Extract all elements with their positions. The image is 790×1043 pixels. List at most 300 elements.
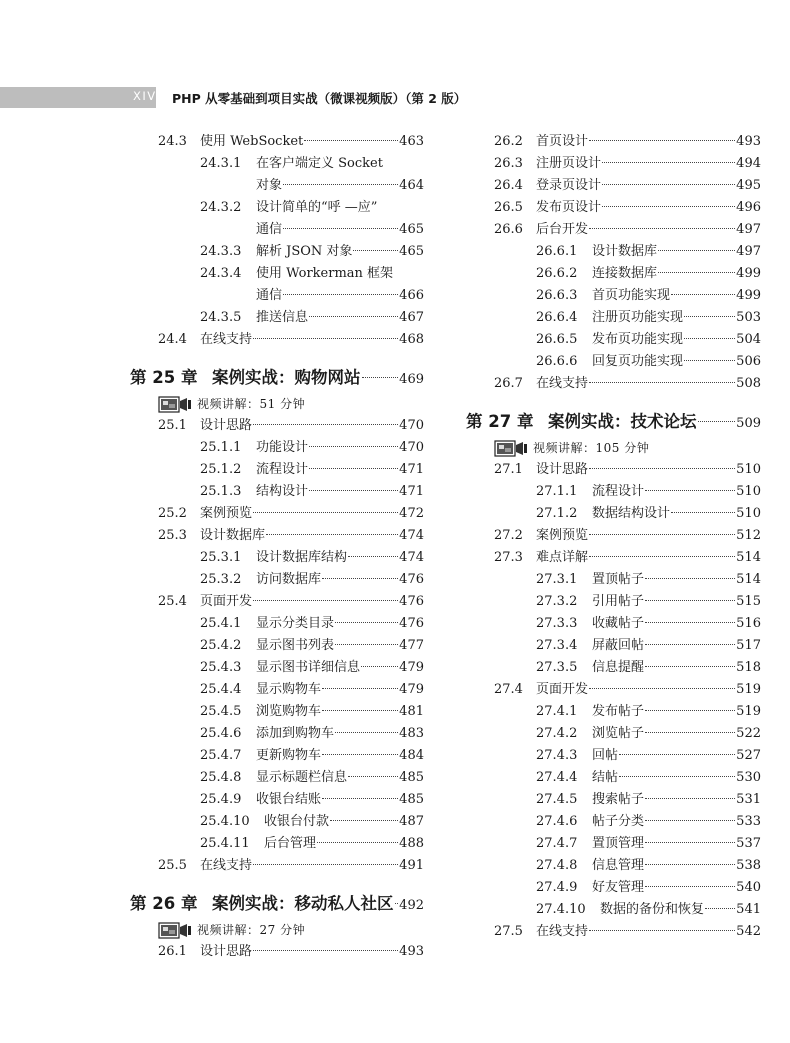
dot-leader [589,228,735,229]
page-number-ref: 527 [736,748,761,763]
toc-entry [466,131,761,153]
entry-title-line [592,877,761,899]
toc-entry [130,197,424,219]
entry-title-line [256,547,424,569]
entry-title-line [256,701,424,723]
section-number: 26.6.5 [536,332,578,347]
section-number: 27.1 [494,462,523,477]
page-number-ref: 479 [399,660,424,675]
entry-title-line [256,481,424,503]
section-title: 信息提醒 [592,660,645,675]
section-number: 25.1.3 [200,484,242,499]
section-number: 27.2 [494,528,523,543]
page-number-ref: 466 [399,288,424,303]
entry-title-line [256,241,424,263]
page-number-ref: 519 [736,704,761,719]
page-number-ref: 481 [399,704,424,719]
toc-entry [466,503,761,525]
chapter-number: 第 25 章 [130,368,198,387]
toc-entry [466,153,761,175]
section-number: 27.3.5 [536,660,578,675]
dot-leader [317,842,398,843]
section-title: 登录页设计 [536,178,602,193]
entry-title-line [256,767,424,789]
entry-title-line [200,415,424,437]
toc-entry [130,241,424,263]
page-number-ref: 493 [399,944,424,959]
section-number: 27.4.7 [536,836,578,851]
video-camera-icon [494,440,528,457]
toc-entry-continuation [130,285,424,307]
toc-entry [466,701,761,723]
dot-leader [645,644,735,645]
section-number: 27.3.4 [536,638,578,653]
dot-leader [589,382,735,383]
toc-entry [466,241,761,263]
dot-leader [361,666,398,667]
dot-leader [645,864,735,865]
dot-leader [335,644,398,645]
toc-entry-continuation [130,175,424,197]
section-number: 25.1 [158,418,187,433]
section-number: 27.4 [494,682,523,697]
section-number: 25.3.1 [200,550,242,565]
page-number-ref: 517 [736,638,761,653]
section-title: 对象 [256,178,283,193]
section-title: 屏蔽回帖 [592,638,645,653]
section-number: 24.3.2 [200,200,242,215]
section-title: 显示分类目录 [256,616,335,631]
page-number-ref: 477 [399,638,424,653]
section-title: 案例预览 [200,506,253,521]
toc-entry [130,789,424,811]
section-title: 通信 [256,222,283,237]
video-camera-icon [158,396,192,413]
entry-title-line [592,285,761,307]
entry-title-line [536,525,761,547]
entry-title-line [592,569,761,591]
section-title: 设计思路 [536,462,589,477]
section-title: 流程设计 [592,484,645,499]
dot-leader [684,316,735,317]
page-number-ref: 474 [399,550,424,565]
section-title: 在线支持 [200,332,253,347]
section-number: 27.4.1 [536,704,578,719]
dot-leader [283,294,398,295]
section-title: 后台管理 [264,836,317,851]
entry-title-line [592,811,761,833]
entry-title-line [592,833,761,855]
video-duration: 视频讲解：27 分钟 [197,923,306,937]
toc-entry [466,373,761,395]
dot-leader [589,534,735,535]
section-title: 回帖 [592,748,619,763]
toc-entry [466,263,761,285]
section-number: 27.1.2 [536,506,578,521]
dot-leader [645,710,735,711]
section-title: 置顶帖子 [592,572,645,587]
section-title: 显示图书详细信息 [256,660,361,675]
dot-leader [253,950,398,951]
toc-entry [466,921,761,943]
entry-title-line [256,263,393,285]
section-title: 解析 JSON 对象 [256,244,353,259]
chapter-number: 第 27 章 [466,412,534,431]
section-title: 在线支持 [200,858,253,873]
toc-entry [130,503,424,525]
entry-title-line [200,503,424,525]
section-title: 连接数据库 [592,266,658,281]
dot-leader [283,184,398,185]
toc-entry [466,285,761,307]
section-number: 25.4.10 [200,814,250,829]
toc-entry [466,833,761,855]
page-number-ref: 465 [399,244,424,259]
section-number: 27.3.3 [536,616,578,631]
entry-title-line [200,941,424,963]
entry-title-line [592,613,761,635]
dot-leader [253,338,398,339]
dot-leader [671,512,735,513]
chapter-title: 案例实战：技术论坛 [548,412,697,431]
dot-leader [395,903,399,904]
section-title: 添加到购物车 [256,726,335,741]
toc-entry [130,591,424,613]
dot-leader [645,666,735,667]
entry-title-line [256,745,424,767]
page-number-ref: 514 [736,550,761,565]
entry-title-line [592,503,761,525]
section-number: 25.4.3 [200,660,242,675]
page-number-ref: 495 [736,178,761,193]
section-title: 页面开发 [536,682,589,697]
toc-entry [466,547,761,569]
toc-entry [130,745,424,767]
page-number-ref: 471 [399,462,424,477]
section-number: 27.4.10 [536,902,586,917]
section-title: 收银台结账 [256,792,322,807]
toc-entry [130,437,424,459]
entry-title-line [536,131,761,153]
dot-leader [645,798,735,799]
page-number-ref: 541 [736,902,761,917]
section-title: 在客户端定义 Socket [256,156,383,171]
dot-leader [589,468,735,469]
section-title: 发布页功能实现 [592,332,684,347]
dot-leader [322,710,398,711]
dot-leader [619,754,735,755]
toc-entry [466,481,761,503]
toc-entry [130,679,424,701]
dot-leader [684,338,735,339]
entry-title-line [200,855,424,877]
section-number: 26.6 [494,222,523,237]
section-number: 26.6.3 [536,288,578,303]
dot-leader [266,534,398,535]
section-title: 页面开发 [200,594,253,609]
toc-entry [130,833,424,855]
entry-title-line [592,481,761,503]
dot-leader [362,377,399,378]
chapter-title: 案例实战：移动私人社区 [212,894,394,913]
toc-entry [130,855,424,877]
toc-entry [130,941,424,963]
chapter-heading [130,891,424,917]
section-number: 25.4.9 [200,792,242,807]
page-number-ref: 469 [399,372,424,387]
entry-title-line [600,899,761,921]
section-title: 引用帖子 [592,594,645,609]
chapter-heading [130,365,424,391]
section-number: 27.4.9 [536,880,578,895]
section-title: 推送信息 [256,310,309,325]
dot-leader [283,228,398,229]
dot-leader [309,446,398,447]
section-title: 难点详解 [536,550,589,565]
dot-leader [304,140,398,141]
page-number-ref: 542 [736,924,761,939]
toc-entry [466,855,761,877]
dot-leader [602,184,735,185]
page-number-ref: 496 [736,200,761,215]
page-number-ref: 508 [736,376,761,391]
section-number: 27.3.1 [536,572,578,587]
toc-entry [130,723,424,745]
page-number-ref: 530 [736,770,761,785]
section-title: 设计数据库结构 [256,550,348,565]
dot-leader [705,908,735,909]
dot-leader [309,468,398,469]
toc-entry [466,197,761,219]
page-number-ref: 487 [399,814,424,829]
toc-entry [130,635,424,657]
section-title: 案例预览 [536,528,589,543]
entry-title-line [592,723,761,745]
section-number: 25.4.4 [200,682,242,697]
section-title: 功能设计 [256,440,309,455]
dot-leader [602,206,735,207]
page-number-ref: 470 [399,440,424,455]
page-number-ref: 494 [736,156,761,171]
entry-title-line [592,307,761,329]
page-number-ref: 471 [399,484,424,499]
page-number-ref: 499 [736,288,761,303]
section-number: 26.7 [494,376,523,391]
toc-entry [466,899,761,921]
page-number-ref: 468 [399,332,424,347]
toc-entry [466,745,761,767]
dot-leader [602,162,735,163]
page-number-ref: 504 [736,332,761,347]
video-lecture-note [466,437,761,459]
dot-leader [645,732,735,733]
section-title: 显示标题栏信息 [256,770,348,785]
section-title: 设计数据库 [592,244,658,259]
entry-title-line [536,219,761,241]
section-title: 后台开发 [536,222,589,237]
page-number-ref: 476 [399,616,424,631]
video-camera-icon [158,922,192,939]
toc-entry [130,263,424,285]
section-title: 发布帖子 [592,704,645,719]
entry-title-line [256,175,424,197]
entry-title-line [264,811,424,833]
chapter-title-line [212,365,424,393]
section-title: 收藏帖子 [592,616,645,631]
dot-leader [253,600,398,601]
section-number: 27.5 [494,924,523,939]
page-number-ref: 516 [736,616,761,631]
toc-entry [466,351,761,373]
entry-title-line [256,219,424,241]
toc-entry [130,525,424,547]
entry-title-line [592,263,761,285]
toc-entry [466,459,761,481]
page-number-ref: 514 [736,572,761,587]
section-title: 设计数据库 [200,528,266,543]
page-number-ref: 540 [736,880,761,895]
section-number: 26.1 [158,944,187,959]
page-number-ref: 537 [736,836,761,851]
page-number-ref: 464 [399,178,424,193]
dot-leader [309,316,398,317]
toc-entry [130,415,424,437]
book-title: PHP 从零基础到项目实战（微课视频版）（第 2 版） [172,91,467,106]
section-number: 27.4.6 [536,814,578,829]
page-number-ref: 538 [736,858,761,873]
toc-entry [130,459,424,481]
section-title: 信息管理 [592,858,645,873]
section-title: 浏览购物车 [256,704,322,719]
section-title: 流程设计 [256,462,309,477]
toc-entry [466,307,761,329]
page-number-ref: 512 [736,528,761,543]
section-title: 在线支持 [536,376,589,391]
page-number-ref: 484 [399,748,424,763]
section-title: 设计简单的“呼 —应” [256,200,378,215]
toc-right-column [466,131,761,943]
page-number-ref: 476 [399,572,424,587]
page-number-ref: 479 [399,682,424,697]
entry-title-line [256,437,424,459]
section-title: 数据的备份和恢复 [600,902,705,917]
page-number-ref: 483 [399,726,424,741]
entry-title-line [592,591,761,613]
section-title: 显示图书列表 [256,638,335,653]
dot-leader [698,421,736,422]
section-number: 24.4 [158,332,187,347]
dot-leader [645,886,735,887]
toc-entry [130,307,424,329]
section-number: 27.4.3 [536,748,578,763]
toc-entry [130,767,424,789]
section-title: 结帖 [592,770,619,785]
section-number: 25.5 [158,858,187,873]
chapter-number: 第 26 章 [130,894,198,913]
section-number: 24.3.5 [200,310,242,325]
toc-entry [130,481,424,503]
section-number: 27.4.5 [536,792,578,807]
section-number: 24.3 [158,134,187,149]
dot-leader [589,140,735,141]
section-number: 25.4.1 [200,616,242,631]
chapter-heading [466,409,761,435]
section-title: 发布页设计 [536,200,602,215]
section-number: 25.4.5 [200,704,242,719]
section-number: 25.1.1 [200,440,242,455]
toc-entry [466,329,761,351]
video-duration: 视频讲解：51 分钟 [197,397,306,411]
page-number: XIV [133,89,157,103]
toc-left-column [130,131,424,963]
entry-title-line [200,591,424,613]
section-title: 访问数据库 [256,572,322,587]
toc-entry [130,569,424,591]
toc-entry [130,153,424,175]
section-number: 25.1.2 [200,462,242,477]
section-number: 26.3 [494,156,523,171]
entry-title-line [200,525,424,547]
page-number-ref: 485 [399,792,424,807]
section-title: 通信 [256,288,283,303]
dot-leader [335,622,398,623]
toc-entry-continuation [130,219,424,241]
toc-entry [466,219,761,241]
dot-leader [253,512,398,513]
section-number: 25.4.2 [200,638,242,653]
entry-title-line [256,285,424,307]
video-lecture-note [130,919,424,941]
chapter-title: 案例实战：购物网站 [212,368,361,387]
section-title: 设计思路 [200,418,253,433]
section-number: 25.4.11 [200,836,250,851]
entry-title-line [256,197,377,219]
page-number-ref: 506 [736,354,761,369]
dot-leader [348,556,398,557]
section-title: 使用 Workerman 框架 [256,266,394,281]
dot-leader [348,776,398,777]
toc-entry [466,723,761,745]
toc-entry [130,329,424,351]
entry-title-line [592,855,761,877]
page-number-ref: 497 [736,244,761,259]
entry-title-line [536,679,761,701]
entry-title-line [536,197,761,219]
dot-leader [353,250,398,251]
page-number-ref: 488 [399,836,424,851]
section-number: 27.3.2 [536,594,578,609]
chapter-title-line [212,891,424,919]
page-number-ref: 493 [736,134,761,149]
toc-entry [466,679,761,701]
toc-entry [466,877,761,899]
toc-entry [466,569,761,591]
toc-entry [130,701,424,723]
page-number-ref: 485 [399,770,424,785]
section-number: 26.2 [494,134,523,149]
section-number: 25.3 [158,528,187,543]
section-number: 25.2 [158,506,187,521]
dot-leader [322,688,398,689]
section-title: 置顶管理 [592,836,645,851]
video-duration: 视频讲解：105 分钟 [533,441,650,455]
entry-title-line [256,613,424,635]
running-header [0,87,790,108]
entry-title-line [256,789,424,811]
entry-title-line [592,789,761,811]
dot-leader [684,360,735,361]
entry-title-line [592,241,761,263]
